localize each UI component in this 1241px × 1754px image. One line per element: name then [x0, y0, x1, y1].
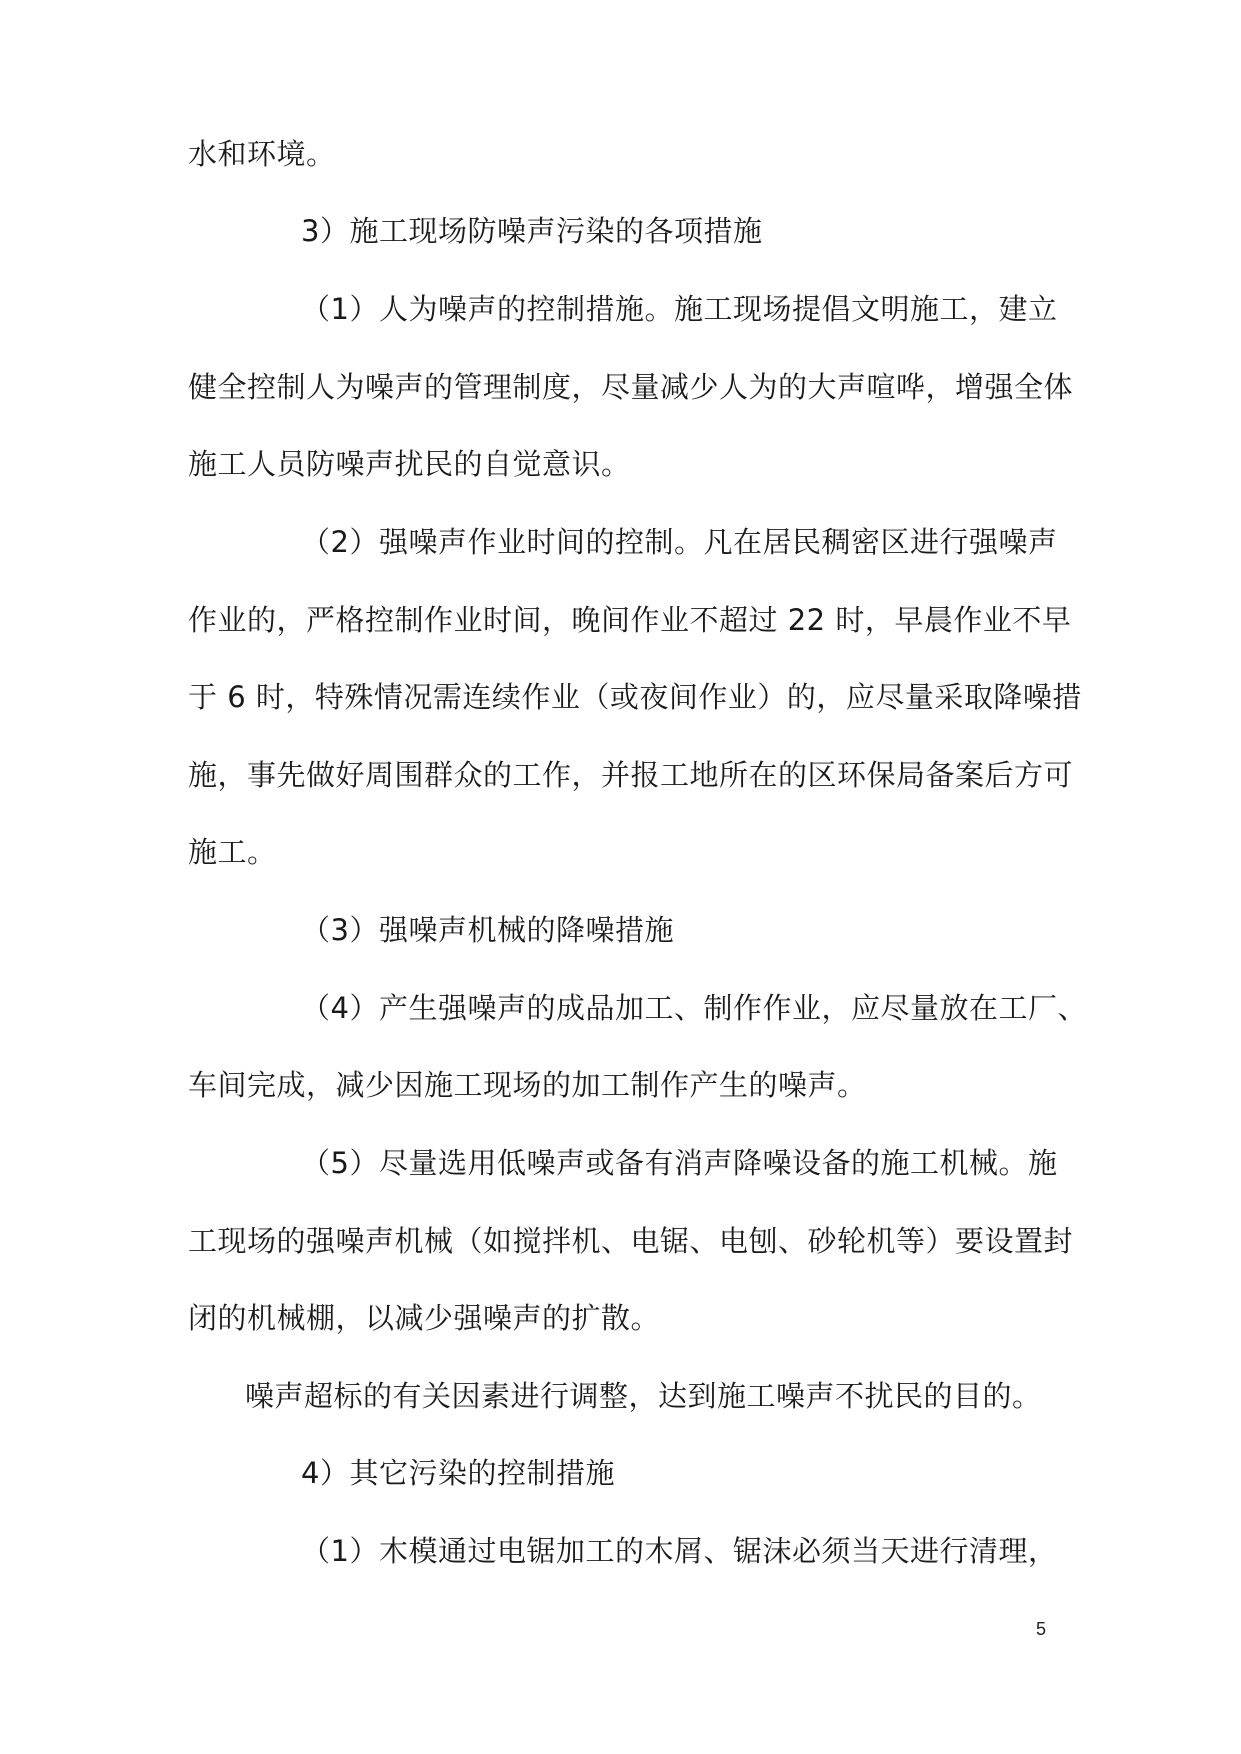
text-line-5: 施工人员防噪声扰民的自觉意识。 — [188, 447, 631, 481]
text-line-4: 健全控制人为噪声的管理制度，尽量减少人为的大声喧哗，增强全体 — [188, 370, 1074, 404]
text-line-3: （1）人为噪声的控制措施。施工现场提倡文明施工，建立 — [301, 292, 1058, 326]
text-line-9: 施，事先做好周围群众的工作，并报工地所在的区环保局备案后方可 — [188, 758, 1074, 792]
text-line-11: （3）强噪声机械的降噪措施 — [301, 913, 674, 947]
text-line-16: 闭的机械棚，以减少强噪声的扩散。 — [188, 1301, 661, 1335]
text-line-8: 于 6 时，特殊情况需连续作业（或夜间作业）的，应尽量采取降噪措 — [188, 680, 1082, 714]
text-line-6: （2）强噪声作业时间的控制。凡在居民稠密区进行强噪声 — [301, 525, 1058, 559]
text-line-14: （5）尽量选用低噪声或备有消声降噪设备的施工机械。施 — [301, 1146, 1058, 1180]
text-line-13: 车间完成，减少因施工现场的加工制作产生的噪声。 — [188, 1068, 867, 1102]
text-line-12: （4）产生强噪声的成品加工、制作作业，应尽量放在工厂、 — [301, 991, 1087, 1025]
text-line-10: 施工。 — [188, 835, 277, 869]
text-line-15: 工现场的强噪声机械（如搅拌机、电锯、电刨、砂轮机等）要设置封 — [188, 1224, 1074, 1258]
text-line-7: 作业的，严格控制作业时间，晚间作业不超过 22 时，早晨作业不早 — [188, 603, 1072, 637]
text-line-19: （1）木模通过电锯加工的木屑、锯沫必须当天进行清理， — [301, 1534, 1058, 1568]
page-number: 5 — [1036, 1619, 1047, 1639]
text-line-1: 水和环境。 — [188, 137, 336, 171]
section-heading-3: 3）施工现场防噪声污染的各项措施 — [301, 214, 763, 248]
text-line-17: 噪声超标的有关因素进行调整，达到施工噪声不扰民的目的。 — [245, 1379, 1042, 1413]
section-heading-4: 4）其它污染的控制措施 — [301, 1456, 615, 1490]
